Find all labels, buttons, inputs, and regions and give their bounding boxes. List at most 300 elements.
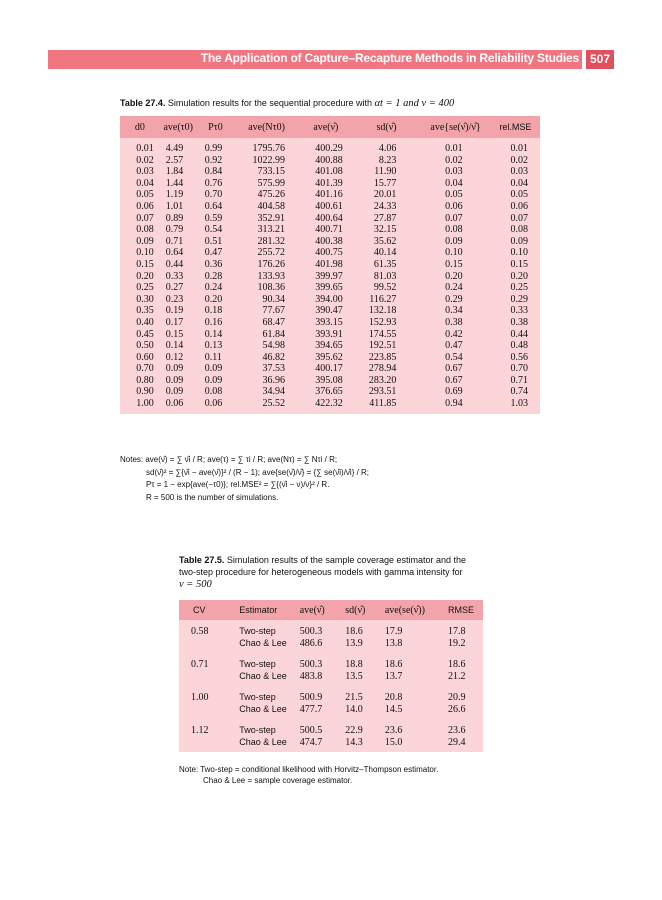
table-cell: 0.01 xyxy=(445,143,463,154)
cv-cell: 1.12 xyxy=(191,725,209,736)
table-cell: 14.0 xyxy=(345,703,363,715)
table-27-5 xyxy=(179,600,483,752)
table-cell: 0.20 xyxy=(136,270,154,282)
table-cell: 0.90 xyxy=(136,386,154,398)
table-cell: 0.48 xyxy=(510,340,528,352)
table-cell: 400.71 xyxy=(315,224,343,236)
table-cell: 0.56 xyxy=(510,351,528,363)
table-cell: 0.23 xyxy=(165,293,184,305)
table-cell: 0.64 xyxy=(204,200,223,212)
spacer-cell xyxy=(179,649,483,659)
col-header: ave(se(ν̂)) xyxy=(384,604,425,616)
table-cell: 390.47 xyxy=(315,305,343,317)
table-cell: 352.91 xyxy=(257,212,286,224)
table-cell: 13.8 xyxy=(384,637,403,649)
group-spacer xyxy=(179,715,483,725)
table-cell: 4.49 xyxy=(165,143,184,154)
table-cell: 0.25 xyxy=(510,282,528,294)
table-cell: 0.33 xyxy=(165,270,184,282)
table-cell: 394.65 xyxy=(315,340,343,352)
table-row xyxy=(120,282,540,294)
table-cell: 0.01 xyxy=(510,143,528,154)
table-row xyxy=(120,329,540,341)
table-cell: 17.9 xyxy=(384,626,403,637)
table-cell: 0.03 xyxy=(445,166,463,178)
table-cell: 0.15 xyxy=(510,258,528,270)
table-cell: 283.20 xyxy=(368,374,397,386)
table-cell: 411.85 xyxy=(369,398,397,410)
table-cell: 46.82 xyxy=(262,351,286,363)
table-row xyxy=(120,375,540,387)
table-cell: 0.19 xyxy=(165,305,184,317)
table-cell: 17.8 xyxy=(448,626,466,637)
table-cell: 0.24 xyxy=(445,282,463,294)
table-cell: 0.50 xyxy=(136,340,154,352)
table-cell: 1795.76 xyxy=(252,143,286,154)
table-row xyxy=(179,620,483,638)
table-cell: 0.09 xyxy=(204,374,223,386)
table-cell: 474.7 xyxy=(299,736,323,748)
col-header: ave(ν̂) xyxy=(313,121,339,133)
table-row xyxy=(120,271,540,283)
note-line: Pτ = 1 − exp{ave(−τ0)}; rel.MSE² = ∑{(ν̂i − ν)/ν}² / R. xyxy=(146,480,330,489)
table-cell: 0.47 xyxy=(445,340,463,352)
table-cell: 132.18 xyxy=(368,305,397,317)
table-cell: 400.61 xyxy=(315,200,343,212)
table-cell: 0.14 xyxy=(165,340,184,352)
estimator-cell: Two-step xyxy=(239,659,276,669)
table-row xyxy=(120,166,540,178)
table-cell: 0.09 xyxy=(510,235,528,247)
table-cell: 483.8 xyxy=(299,670,323,682)
table-row xyxy=(120,340,540,352)
table-cell: 13.5 xyxy=(345,670,363,682)
table-cell: 0.03 xyxy=(510,166,528,178)
table-cell: 1.03 xyxy=(510,398,528,410)
table-row xyxy=(120,386,540,398)
table-cell: 0.84 xyxy=(204,166,223,178)
table-cell: 0.33 xyxy=(510,305,528,317)
table-27-4 xyxy=(120,116,540,414)
table-cell: 15.0 xyxy=(384,736,403,748)
table-cell: 0.08 xyxy=(445,224,463,236)
table-cell: 0.70 xyxy=(204,189,223,201)
note-line: Chao & Lee = sample coverage estimator. xyxy=(203,776,353,785)
table1-header-row xyxy=(120,116,540,138)
table-row xyxy=(120,317,540,329)
table-cell: 0.59 xyxy=(204,212,223,224)
table-cell: 0.70 xyxy=(510,363,528,375)
table-cell: 0.08 xyxy=(136,224,154,236)
table-cell: 0.02 xyxy=(136,154,154,166)
table-cell: 0.15 xyxy=(165,328,184,340)
table-row xyxy=(120,224,540,236)
table-row xyxy=(179,737,483,753)
table-cell: 395.08 xyxy=(315,374,343,386)
table-cell: 400.88 xyxy=(315,154,343,166)
table-cell: 27.87 xyxy=(373,212,397,224)
estimator-cell: Chao & Lee xyxy=(239,637,287,648)
table-cell: 0.13 xyxy=(204,340,223,352)
table-cell: 0.15 xyxy=(136,258,154,270)
table-cell: 0.06 xyxy=(165,398,184,410)
table-row xyxy=(179,704,483,716)
table-cell: 0.09 xyxy=(165,374,184,386)
table-cell: 152.93 xyxy=(368,316,397,328)
estimator-cell: Chao & Lee xyxy=(239,736,287,747)
table-cell: 81.03 xyxy=(373,270,397,282)
group-spacer xyxy=(179,649,483,659)
table-cell: 400.64 xyxy=(315,212,343,224)
table-cell: 0.67 xyxy=(445,363,463,375)
table-cell: 477.7 xyxy=(299,703,323,715)
table-row xyxy=(120,247,540,259)
table-cell: 40.14 xyxy=(373,247,397,259)
estimator-cell: Chao & Lee xyxy=(239,703,287,714)
table-cell: 0.51 xyxy=(204,235,223,247)
table-cell: 20.9 xyxy=(448,692,466,703)
estimator-cell: Two-step xyxy=(239,692,276,702)
table-cell: 176.26 xyxy=(257,258,286,270)
table-cell: 393.91 xyxy=(315,328,343,340)
table-cell: 0.06 xyxy=(204,398,223,410)
table-row xyxy=(120,138,540,155)
col-header: ave(ν̂) xyxy=(299,604,325,616)
table-cell: 255.72 xyxy=(257,247,286,259)
table-cell: 0.06 xyxy=(136,200,154,212)
table-cell: 0.25 xyxy=(136,282,154,294)
table-cell: 400.75 xyxy=(315,247,343,259)
table-cell: 0.28 xyxy=(204,270,223,282)
table-row xyxy=(120,155,540,167)
table-cell: 1.44 xyxy=(165,177,184,189)
table-cell: 0.70 xyxy=(136,363,154,375)
table-cell: 0.09 xyxy=(204,363,223,375)
table-cell: 0.06 xyxy=(445,200,463,212)
table2-caption-text: two-step procedure for heterogeneous models with gamma intensity for xyxy=(179,567,463,577)
table-cell: 0.20 xyxy=(204,293,223,305)
table2-notes xyxy=(179,764,438,786)
table-cell: 77.67 xyxy=(262,305,286,317)
table-cell: 18.6 xyxy=(448,659,466,670)
table-cell: 19.2 xyxy=(448,637,466,649)
table-cell: 23.6 xyxy=(448,725,466,736)
table-cell: 0.07 xyxy=(445,212,463,224)
table-cell: 0.27 xyxy=(165,282,184,294)
table-cell: 0.14 xyxy=(204,328,223,340)
table-cell: 0.17 xyxy=(165,316,184,328)
table-cell: 0.44 xyxy=(510,328,528,340)
table-cell: 2.57 xyxy=(165,154,184,166)
table-cell: 18.6 xyxy=(345,626,363,637)
table-cell: 1.19 xyxy=(165,189,184,201)
table-cell: 0.44 xyxy=(165,258,184,270)
table-cell: 22.9 xyxy=(345,725,363,736)
table-cell: 0.60 xyxy=(136,351,154,363)
table-cell: 0.02 xyxy=(445,154,463,166)
table-cell: 90.34 xyxy=(262,293,286,305)
table-row xyxy=(120,213,540,225)
table-row xyxy=(179,659,483,671)
table-cell: 0.64 xyxy=(165,247,184,259)
table-cell: 0.38 xyxy=(445,316,463,328)
table-row xyxy=(179,725,483,737)
table-cell: 400.29 xyxy=(315,143,343,154)
table-cell: 0.45 xyxy=(136,328,154,340)
table-cell: 0.71 xyxy=(510,374,528,386)
estimator-cell: Two-step xyxy=(239,725,276,735)
note-line: R = 500 is the number of simulations. xyxy=(146,492,279,502)
table-cell: 486.6 xyxy=(299,637,323,649)
table-cell: 0.10 xyxy=(445,247,463,259)
spacer-cell xyxy=(179,715,483,725)
table-cell: 34.94 xyxy=(262,386,286,398)
table-cell: 0.04 xyxy=(136,177,154,189)
table-cell: 0.09 xyxy=(165,363,184,375)
table-row xyxy=(120,259,540,271)
table-row xyxy=(120,236,540,248)
running-header-bar xyxy=(48,50,582,69)
running-title: The Application of Capture–Recapture Methods in Reliability Studies xyxy=(200,51,579,65)
table-cell: 0.54 xyxy=(204,224,223,236)
table-cell: 401.16 xyxy=(315,189,343,201)
col-header: ave(τ0) xyxy=(163,121,194,133)
table-row xyxy=(120,398,540,414)
group-spacer xyxy=(179,682,483,692)
table-cell: 0.11 xyxy=(204,351,222,363)
col-header: ave(Nτ0) xyxy=(248,121,285,133)
table-cell: 395.62 xyxy=(315,351,343,363)
table-cell: 0.04 xyxy=(510,177,528,189)
table-cell: 0.79 xyxy=(165,224,184,236)
cv-cell: 1.00 xyxy=(191,692,209,703)
table-cell: 0.67 xyxy=(445,374,463,386)
cv-cell xyxy=(179,638,239,650)
table-row xyxy=(120,189,540,201)
table-cell: 116.27 xyxy=(369,293,397,305)
table-row xyxy=(120,352,540,364)
table-cell: 399.97 xyxy=(315,270,343,282)
table-cell: 11.90 xyxy=(374,166,397,178)
table-cell: 475.26 xyxy=(257,189,286,201)
table-cell: 133.93 xyxy=(257,270,286,282)
table-cell: 733.15 xyxy=(257,166,286,178)
table-row xyxy=(179,692,483,704)
note-line: Note: Two-step = conditional likelihood with Horvitz–Thompson estimator. xyxy=(179,765,439,774)
table1-notes xyxy=(120,454,369,504)
note-line: sd(ν̂)² = ∑{ν̂i − ave(ν̂)}² / (R − 1); ave{se(ν̂)/ν̂} = {∑ se(ν̂i)/ν̂i} / R; xyxy=(146,467,370,477)
table-cell: 108.36 xyxy=(257,282,286,294)
table-cell: 0.94 xyxy=(445,398,463,410)
page-number: 507 xyxy=(586,50,614,69)
table-cell: 400.17 xyxy=(315,363,343,375)
cv-cell xyxy=(179,704,239,716)
table-cell: 0.35 xyxy=(136,305,154,317)
col-header: d0 xyxy=(134,121,145,133)
table-cell: 37.53 xyxy=(262,363,286,375)
table-cell: 422.32 xyxy=(315,398,343,410)
table-cell: 399.65 xyxy=(315,282,343,294)
table-cell: 15.77 xyxy=(373,177,397,189)
col-header: Estimator xyxy=(239,605,278,615)
table-cell: 0.20 xyxy=(510,270,528,282)
col-header: Pτ0 xyxy=(208,121,223,133)
table-cell: 0.47 xyxy=(204,247,223,259)
table-cell: 1.84 xyxy=(165,166,184,178)
table-cell: 0.16 xyxy=(204,316,223,328)
table-cell: 23.6 xyxy=(384,725,403,736)
table-cell: 500.9 xyxy=(299,692,323,703)
table-cell: 0.07 xyxy=(136,212,154,224)
table-cell: 0.92 xyxy=(204,154,223,166)
table-cell: 293.51 xyxy=(368,386,397,398)
table-cell: 400.38 xyxy=(315,235,343,247)
table-cell: 0.69 xyxy=(445,386,463,398)
table-cell: 0.01 xyxy=(136,143,154,154)
table-cell: 35.62 xyxy=(373,235,397,247)
cv-cell xyxy=(179,671,239,683)
table-cell: 0.12 xyxy=(165,351,184,363)
table1-caption-text: Simulation results for the sequential procedure with xyxy=(167,98,372,108)
table-cell: 0.02 xyxy=(510,154,528,166)
table-cell: 0.08 xyxy=(204,386,223,398)
table-cell: 20.8 xyxy=(384,692,403,703)
table-cell: 36.96 xyxy=(262,374,286,386)
table-cell: 0.30 xyxy=(136,293,154,305)
table-cell: 500.5 xyxy=(299,725,323,736)
table-row xyxy=(120,178,540,190)
table-cell: 0.03 xyxy=(136,166,154,178)
table-cell: 61.35 xyxy=(373,258,397,270)
table-cell: 0.20 xyxy=(445,270,463,282)
table-cell: 0.09 xyxy=(136,235,154,247)
table1-caption xyxy=(120,97,454,110)
table-row xyxy=(120,201,540,213)
table-cell: 0.54 xyxy=(445,351,463,363)
table-cell: 0.80 xyxy=(136,374,154,386)
table-cell: 0.99 xyxy=(204,143,223,154)
note-line: Notes: ave(ν̂) = ∑ ν̂i / R; ave(τ) = ∑ τi / R; ave(Nτ) = ∑ Nτi / R; xyxy=(120,455,338,464)
table-cell: 0.05 xyxy=(136,189,154,201)
table-cell: 500.3 xyxy=(299,626,323,637)
estimator-cell: Chao & Lee xyxy=(239,670,287,681)
table-cell: 401.98 xyxy=(315,258,343,270)
table-cell: 0.29 xyxy=(510,293,528,305)
table-cell: 18.6 xyxy=(384,659,403,670)
table-cell: 0.09 xyxy=(165,386,184,398)
table-cell: 404.58 xyxy=(257,200,286,212)
table-cell: 401.39 xyxy=(315,177,343,189)
table1-caption-math: αt = 1 and ν = 400 xyxy=(374,98,455,109)
table-cell: 54.98 xyxy=(262,340,286,352)
col-header: rel.MSE xyxy=(499,122,532,132)
table-cell: 32.15 xyxy=(373,224,397,236)
table-row xyxy=(179,671,483,683)
table2-header-row xyxy=(179,600,483,620)
table-cell: 0.05 xyxy=(445,189,463,201)
table-cell: 174.55 xyxy=(368,328,397,340)
table-cell: 13.9 xyxy=(345,637,363,649)
table-cell: 21.2 xyxy=(448,670,466,682)
table-cell: 500.3 xyxy=(299,659,323,670)
table-cell: 0.18 xyxy=(204,305,223,317)
col-header: RMSE xyxy=(448,605,475,615)
table-cell: 20.01 xyxy=(373,189,397,201)
table2-caption-text: Simulation results of the sample coverage estimator and the xyxy=(226,555,466,565)
table-cell: 1022.99 xyxy=(252,154,286,166)
table-cell: 393.15 xyxy=(315,316,343,328)
table-cell: 223.85 xyxy=(368,351,397,363)
table-cell: 0.38 xyxy=(510,316,528,328)
col-header: CV xyxy=(193,605,206,615)
table-cell: 0.34 xyxy=(445,305,463,317)
table-row xyxy=(120,363,540,375)
table-cell: 13.7 xyxy=(384,670,403,682)
table-cell: 0.09 xyxy=(445,235,463,247)
cv-cell xyxy=(179,737,239,753)
table-cell: 0.36 xyxy=(204,258,223,270)
table-cell: 281.32 xyxy=(257,235,286,247)
estimator-cell: Two-step xyxy=(239,626,276,636)
table-cell: 61.84 xyxy=(262,328,286,340)
table-cell: 18.8 xyxy=(345,659,363,670)
table-cell: 376.65 xyxy=(315,386,343,398)
table-cell: 0.10 xyxy=(510,247,528,259)
table-cell: 0.05 xyxy=(510,189,528,201)
table1-label: Table 27.4. xyxy=(120,98,166,108)
table-cell: 0.04 xyxy=(445,177,463,189)
table-row xyxy=(179,638,483,650)
table-cell: 0.15 xyxy=(445,258,463,270)
table-cell: 4.06 xyxy=(378,143,397,154)
table-cell: 68.47 xyxy=(262,316,286,328)
table-cell: 14.3 xyxy=(345,736,363,748)
cv-cell: 0.71 xyxy=(191,659,209,670)
table-cell: 99.52 xyxy=(373,282,397,294)
table-cell: 0.08 xyxy=(510,224,528,236)
table-cell: 1.01 xyxy=(165,200,184,212)
table-cell: 0.07 xyxy=(510,212,528,224)
table-cell: 8.23 xyxy=(378,154,397,166)
table-cell: 0.71 xyxy=(165,235,184,247)
table-cell: 575.99 xyxy=(257,177,286,189)
table2-caption-math: ν = 500 xyxy=(179,579,212,590)
table-cell: 0.89 xyxy=(165,212,184,224)
table-cell: 401.08 xyxy=(315,166,343,178)
col-header: sd(ν̂) xyxy=(345,604,366,616)
table-cell: 25.52 xyxy=(262,398,286,410)
table-cell: 0.76 xyxy=(204,177,223,189)
table-cell: 1.00 xyxy=(136,398,154,410)
table-cell: 26.6 xyxy=(448,703,466,715)
spacer-cell xyxy=(179,682,483,692)
table-row xyxy=(120,305,540,317)
table-cell: 0.40 xyxy=(136,316,154,328)
col-header: sd(ν̂) xyxy=(376,121,397,133)
table-cell: 24.33 xyxy=(373,200,397,212)
table-cell: 0.29 xyxy=(445,293,463,305)
table-cell: 29.4 xyxy=(448,736,466,748)
table-row xyxy=(120,294,540,306)
table2-caption xyxy=(179,554,499,591)
table-cell: 14.5 xyxy=(384,703,403,715)
table-cell: 0.06 xyxy=(510,200,528,212)
table-cell: 0.10 xyxy=(136,247,154,259)
table2-label: Table 27.5. xyxy=(179,555,225,565)
table-cell: 0.24 xyxy=(204,282,223,294)
table-cell: 21.5 xyxy=(345,692,363,703)
cv-cell: 0.58 xyxy=(191,626,209,637)
